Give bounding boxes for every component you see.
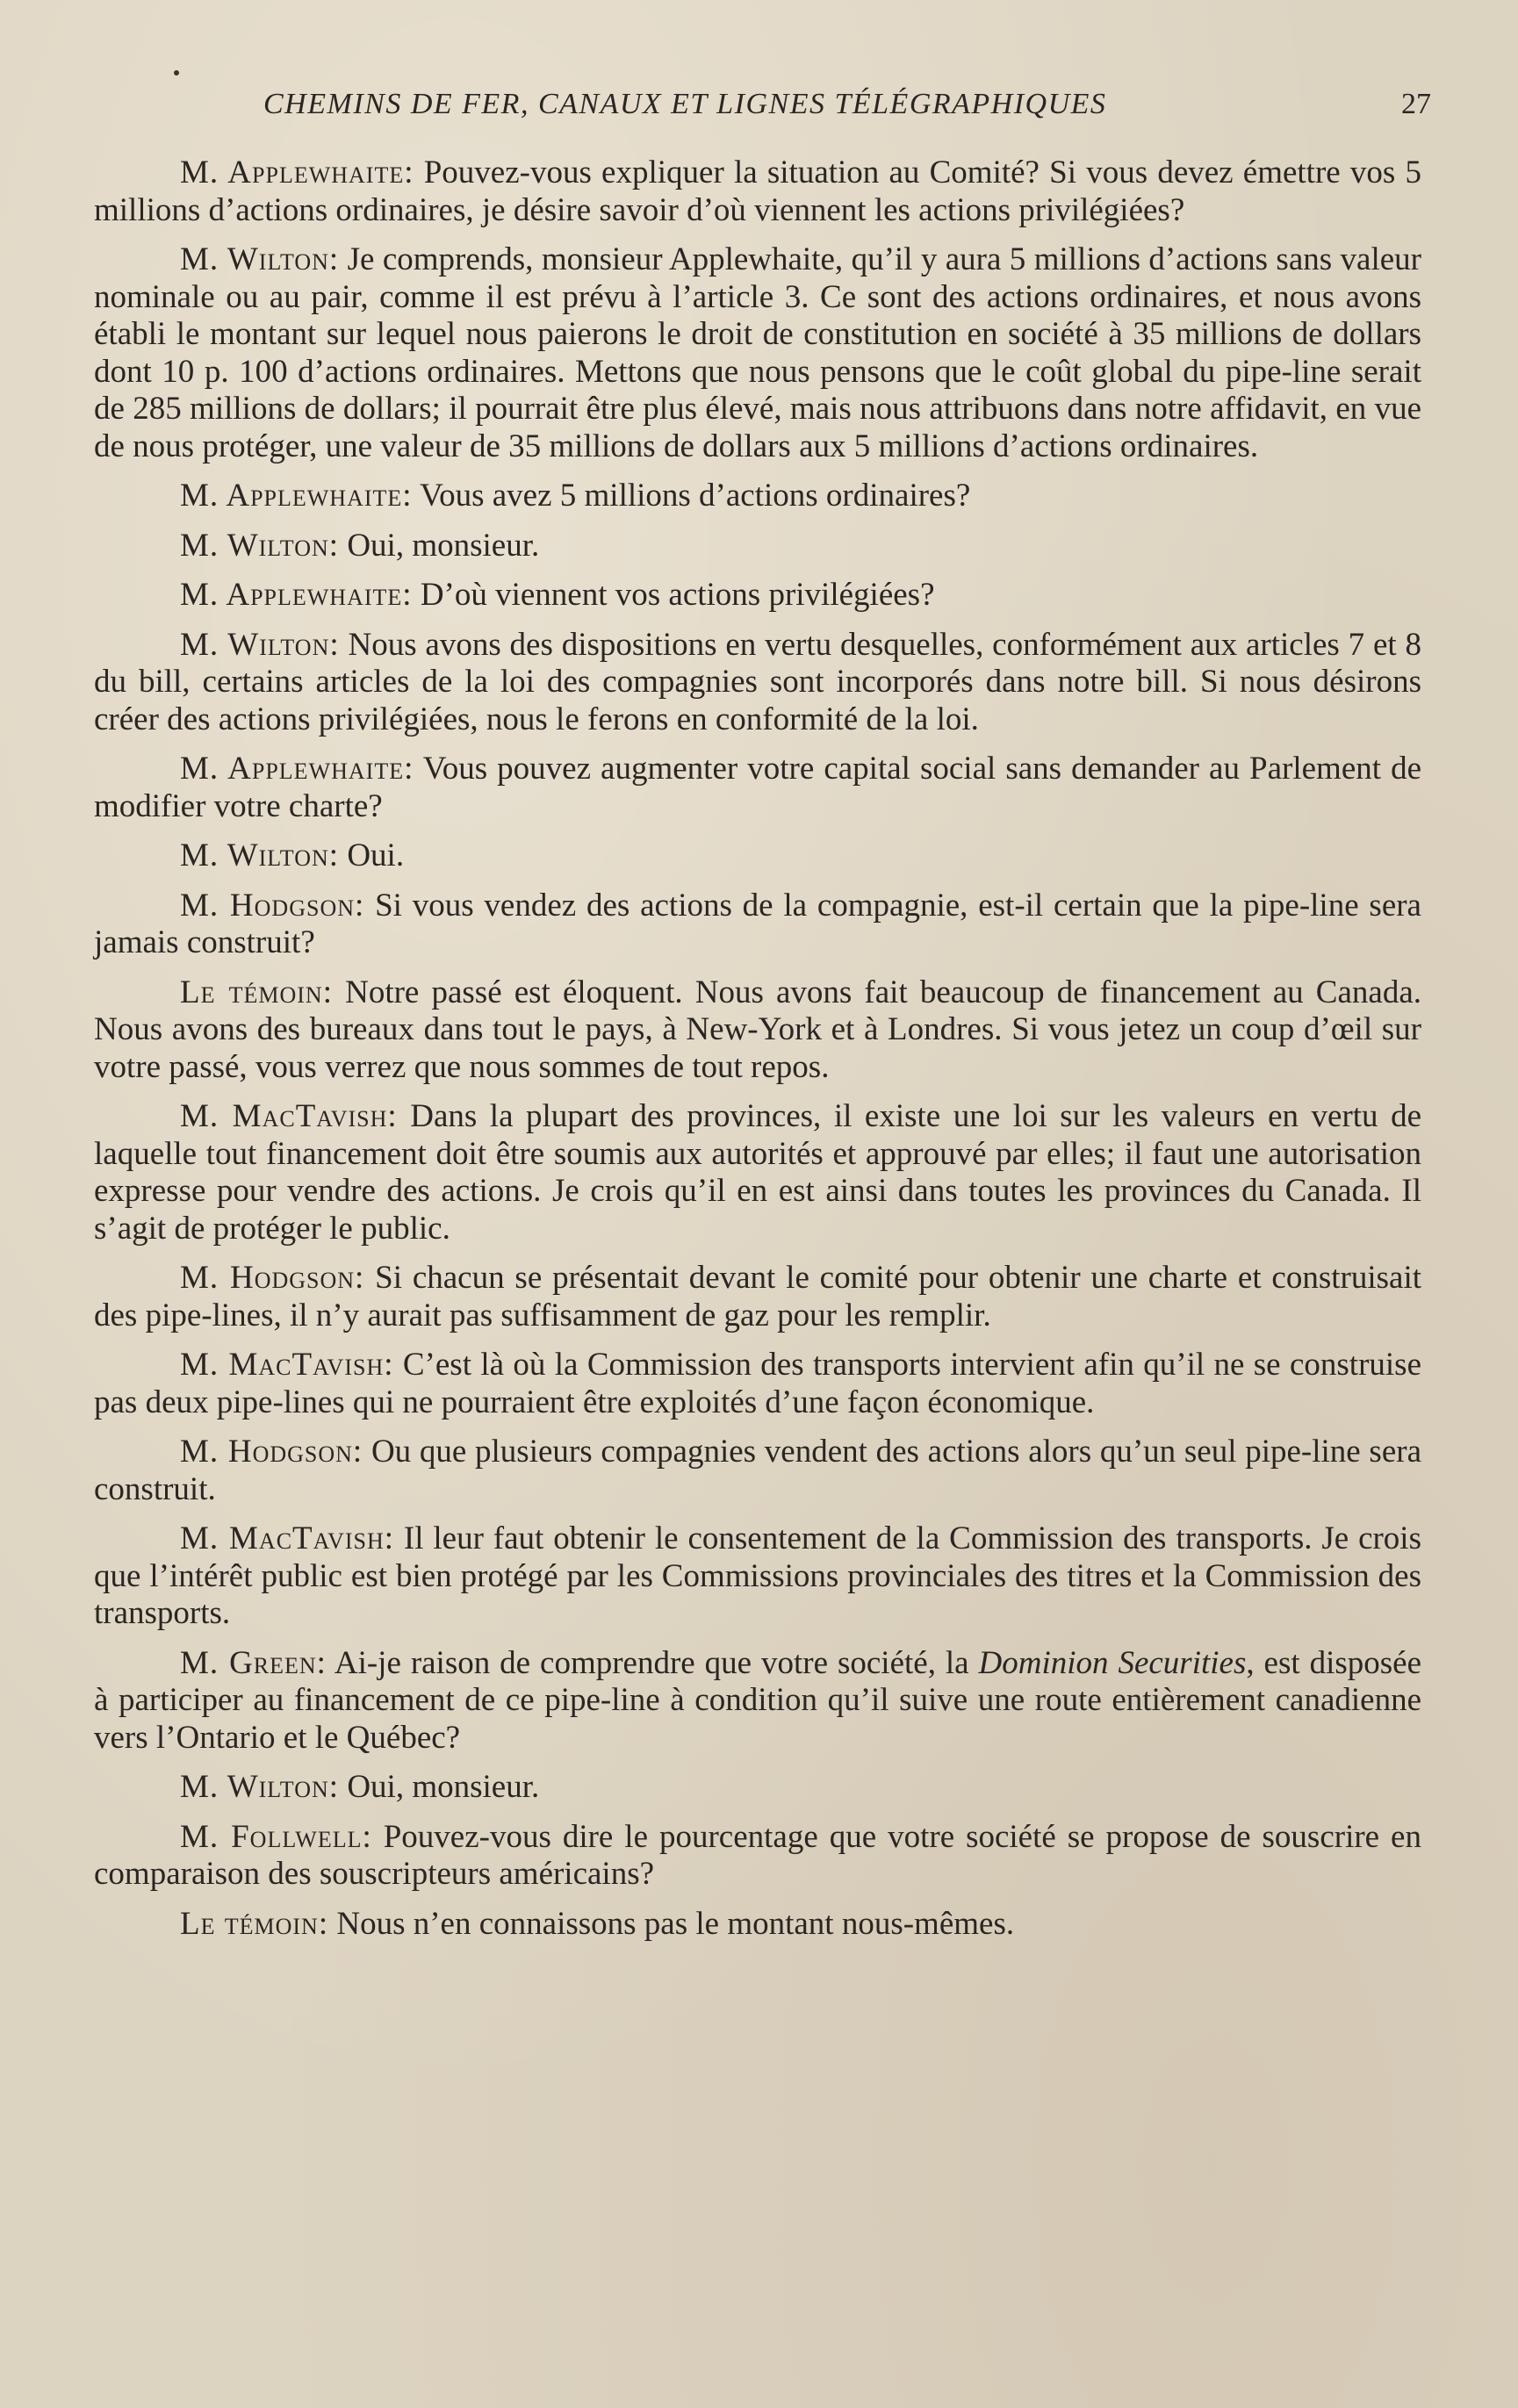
paragraph-text: Ai-je raison de comprendre que votre société, la	[326, 1644, 979, 1681]
paragraph-text: D’où viennent vos actions privilégiées?	[412, 577, 935, 613]
paragraph	[94, 528, 1421, 565]
speaker-label: M. Wilton:	[180, 241, 340, 277]
paragraph-text: Oui.	[339, 837, 405, 873]
speaker-label: M. MacTavish:	[180, 1098, 398, 1134]
paragraph-text: Oui, monsieur.	[339, 527, 540, 564]
speaker-label: M. MacTavish:	[180, 1347, 394, 1383]
paragraph-text: Vous pouvez augmenter votre capital social sans demander au Parlement de modifier votre charte?	[94, 751, 1421, 824]
paragraph-text: Nous avons des dispositions en vertu desquelles, conformément aux articles 7 et 8 du bill, certains articles de la loi des compagnies sont incorporés dans notre bill. Si nous désirons créer des actions privilégiées, nous le ferons en conformité de la loi.	[94, 626, 1421, 737]
speaker-label: Le témoin:	[180, 974, 333, 1010]
paragraph-text: Dans la plupart des provinces, il existe une loi sur les valeurs en vertu de laquelle tout financement doit être soumis aux autorités et approuvé par elles; il faut une autorisation expresse pour vendre des actions. Je crois qu’il en est ainsi dans toutes les provinces du Canada. Il s’agit de protéger le public.	[94, 1098, 1421, 1247]
paragraph-text: Ou que plusieurs compagnies vendent des actions alors qu’un seul pipe-line sera construit.	[94, 1434, 1421, 1507]
paragraph	[94, 974, 1421, 1087]
paragraph	[94, 241, 1421, 465]
speaker-label: M. Applewhaite:	[180, 155, 414, 190]
speaker-label: M. Hodgson:	[180, 1260, 365, 1296]
stray-print-mark	[174, 70, 179, 75]
paragraph	[94, 1520, 1421, 1633]
paragraph-text: Si chacun se présentait devant le comité pour obtenir une charte et construisait des pipe-lines, il n’y aurait pas suffisamment de gaz pour les remplir.	[94, 1260, 1422, 1333]
paragraph	[94, 155, 1421, 229]
paragraph-text: Si vous vendez des actions de la compagnie, est-il certain que la pipe-line sera jamais construit?	[94, 887, 1421, 960]
paragraph-text-continued: , est disposée à participer au financement de ce pipe-line à condition qu’il suive une route entièrement canadienne vers l’Ontario et le Québec?	[94, 1644, 1422, 1756]
paragraph	[94, 1434, 1421, 1508]
speaker-label: M. Applewhaite:	[180, 751, 414, 787]
paragraph	[94, 888, 1421, 962]
paragraph-text: C’est là où la Commission des transports intervient afin qu’il ne se construise pas deux pipe-lines qui ne pourraient être exploités d’une façon économique.	[94, 1347, 1421, 1420]
paragraph	[94, 1645, 1421, 1757]
running-head	[263, 88, 1431, 132]
paragraph-text: Pouvez-vous expliquer la situation au Comité? Si vous devez émettre vos 5 millions d’actions ordinaires, je désire savoir d’où viennent les actions privilégiées?	[94, 155, 1421, 228]
speaker-label: M. Applewhaite:	[180, 577, 413, 613]
paragraph-text: Vous avez 5 millions d’actions ordinaires?	[412, 478, 971, 514]
paragraph	[94, 627, 1421, 739]
speaker-label: Le témoin:	[180, 1905, 329, 1942]
speaker-label: M. Wilton:	[180, 837, 340, 873]
running-title: CHEMINS DE FER, CANAUX ET LIGNES TÉLÉGRAPHIQUES	[263, 88, 1107, 120]
paragraph-text: Notre passé est éloquent. Nous avons fait beaucoup de financement au Canada. Nous avons des bureaux dans tout le pays, à New-York et à Londres. Si vous jetez un coup d’œil sur votre passé, vous verrez que nous sommes de tout repos.	[94, 974, 1421, 1085]
speaker-label: M. Wilton:	[180, 527, 340, 564]
speaker-label: M. Hodgson:	[180, 887, 365, 924]
paragraph	[94, 751, 1421, 825]
paragraph-text: Nous n’en connaissons pas le montant nous-mêmes.	[328, 1905, 1015, 1942]
paragraph	[94, 837, 1421, 875]
speaker-label: M. Hodgson:	[180, 1434, 363, 1470]
paragraph-text: Pouvez-vous dire le pourcentage que votre société se propose de souscrire en comparaison des souscripteurs américains?	[94, 1818, 1421, 1892]
company-name-italic: Dominion Securities	[978, 1644, 1247, 1681]
speaker-label: M. Applewhaite:	[180, 478, 413, 514]
paragraph	[94, 1769, 1421, 1807]
speaker-label: M. Wilton:	[180, 1769, 340, 1805]
paragraph-text: Il leur faut obtenir le consentement de la Commission des transports. Je crois que l’intérêt public est bien protégé par les Commissions provinciales des titres et la Commission des transports.	[94, 1520, 1421, 1631]
transcript-body	[94, 155, 1421, 1955]
speaker-label: M. Follwell:	[180, 1818, 372, 1855]
speaker-label: M. Wilton:	[180, 626, 340, 663]
paragraph	[94, 1098, 1421, 1247]
paragraph	[94, 478, 1421, 515]
paragraph	[94, 1906, 1421, 1944]
page-number: 27	[1401, 88, 1431, 120]
paragraph-text: Je comprends, monsieur Applewhaite, qu’il y aura 5 millions d’actions sans valeur nominale ou au pair, comme il est prévu à l’article 3. Ce sont des actions ordinaires, et nous avons établi le montant sur lequel nous paierons le droit de constitution en société à 35 millions de dollars dont 10 p. 100 d’actions ordinaires. Mettons que nous pensons que le coût global du pipe-line serait de 285 millions de dollars; il pourrait être plus élevé, mais nous attribuons dans notre affidavit, en vue de nous protéger, une valeur de 35 millions de dollars aux 5 millions d’actions ordinaires.	[94, 241, 1421, 464]
paragraph	[94, 577, 1421, 615]
paragraph-text: Oui, monsieur.	[339, 1769, 540, 1805]
speaker-label: M. MacTavish:	[180, 1520, 395, 1556]
paragraph	[94, 1347, 1421, 1421]
paragraph	[94, 1819, 1421, 1894]
paragraph	[94, 1260, 1421, 1334]
speaker-label: M. Green:	[180, 1644, 327, 1681]
